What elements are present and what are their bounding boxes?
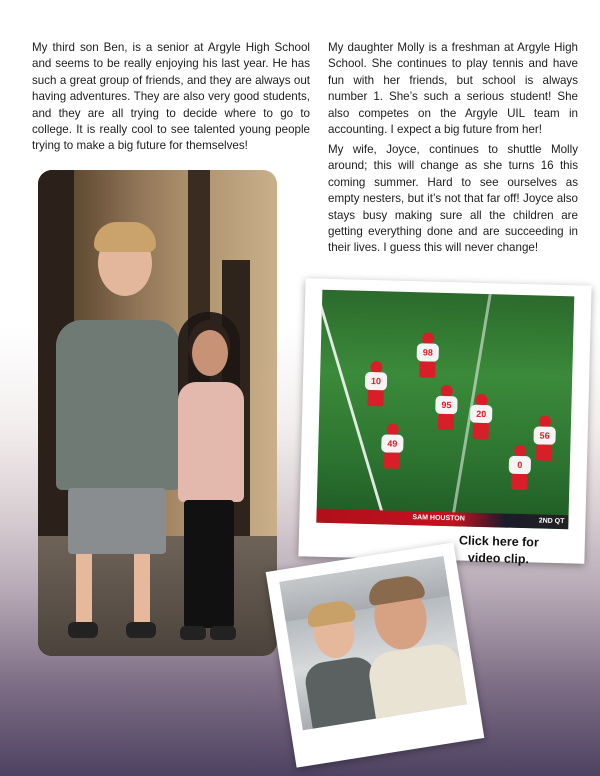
scoreboard-team: SAM HOUSTON xyxy=(412,514,465,523)
player-49: 49 xyxy=(380,423,405,470)
player-0: 0 xyxy=(507,445,532,492)
football-field-image xyxy=(316,290,574,530)
molly-paragraph: My daughter Molly is a freshman at Argyle High School. She continues to play tennis and have fun with her friends, but school is always number 1. She’s such a serious student! She also competes on the Argyle UIL team in accounting. I expect a big future from her! xyxy=(328,41,578,137)
joyce-paragraph: My wife, Joyce, continues to shuttle Molly around; this will change as she turns 16 this coming summer. Hard to see ourselves as empty nesters, but it’s not that far off! Joyce also stays busy making sure all the children are getting everything done and are succeeding in their lives. I guess this will never change! xyxy=(328,143,578,255)
scoreboard-quarter: 2ND QT xyxy=(538,517,565,526)
caption-line-1: Click here for xyxy=(458,533,539,550)
player-95: 95 xyxy=(434,385,459,432)
player-20: 20 xyxy=(469,394,494,441)
player-56: 56 xyxy=(532,415,557,462)
player-10: 10 xyxy=(363,361,388,408)
father-son-selfie-image xyxy=(279,556,466,730)
selfie-polaroid xyxy=(266,542,485,767)
caption-line-2: video clip. xyxy=(467,550,530,567)
football-video-polaroid[interactable] xyxy=(298,278,591,567)
score-banner xyxy=(316,509,568,530)
tile-floor xyxy=(38,536,277,656)
ben-paragraph: My third son Ben, is a senior at Argyle High School and seems to be really enjoying his last year. He has such a great group of friends, and they are always out having adventures. They are also very good students, and they are all trying to decide where to go to college. It is really cool to see talented young people trying to make a big future for themselves! xyxy=(32,41,310,153)
ben-and-molly-photo xyxy=(38,170,277,656)
player-98: 98 xyxy=(415,332,440,379)
